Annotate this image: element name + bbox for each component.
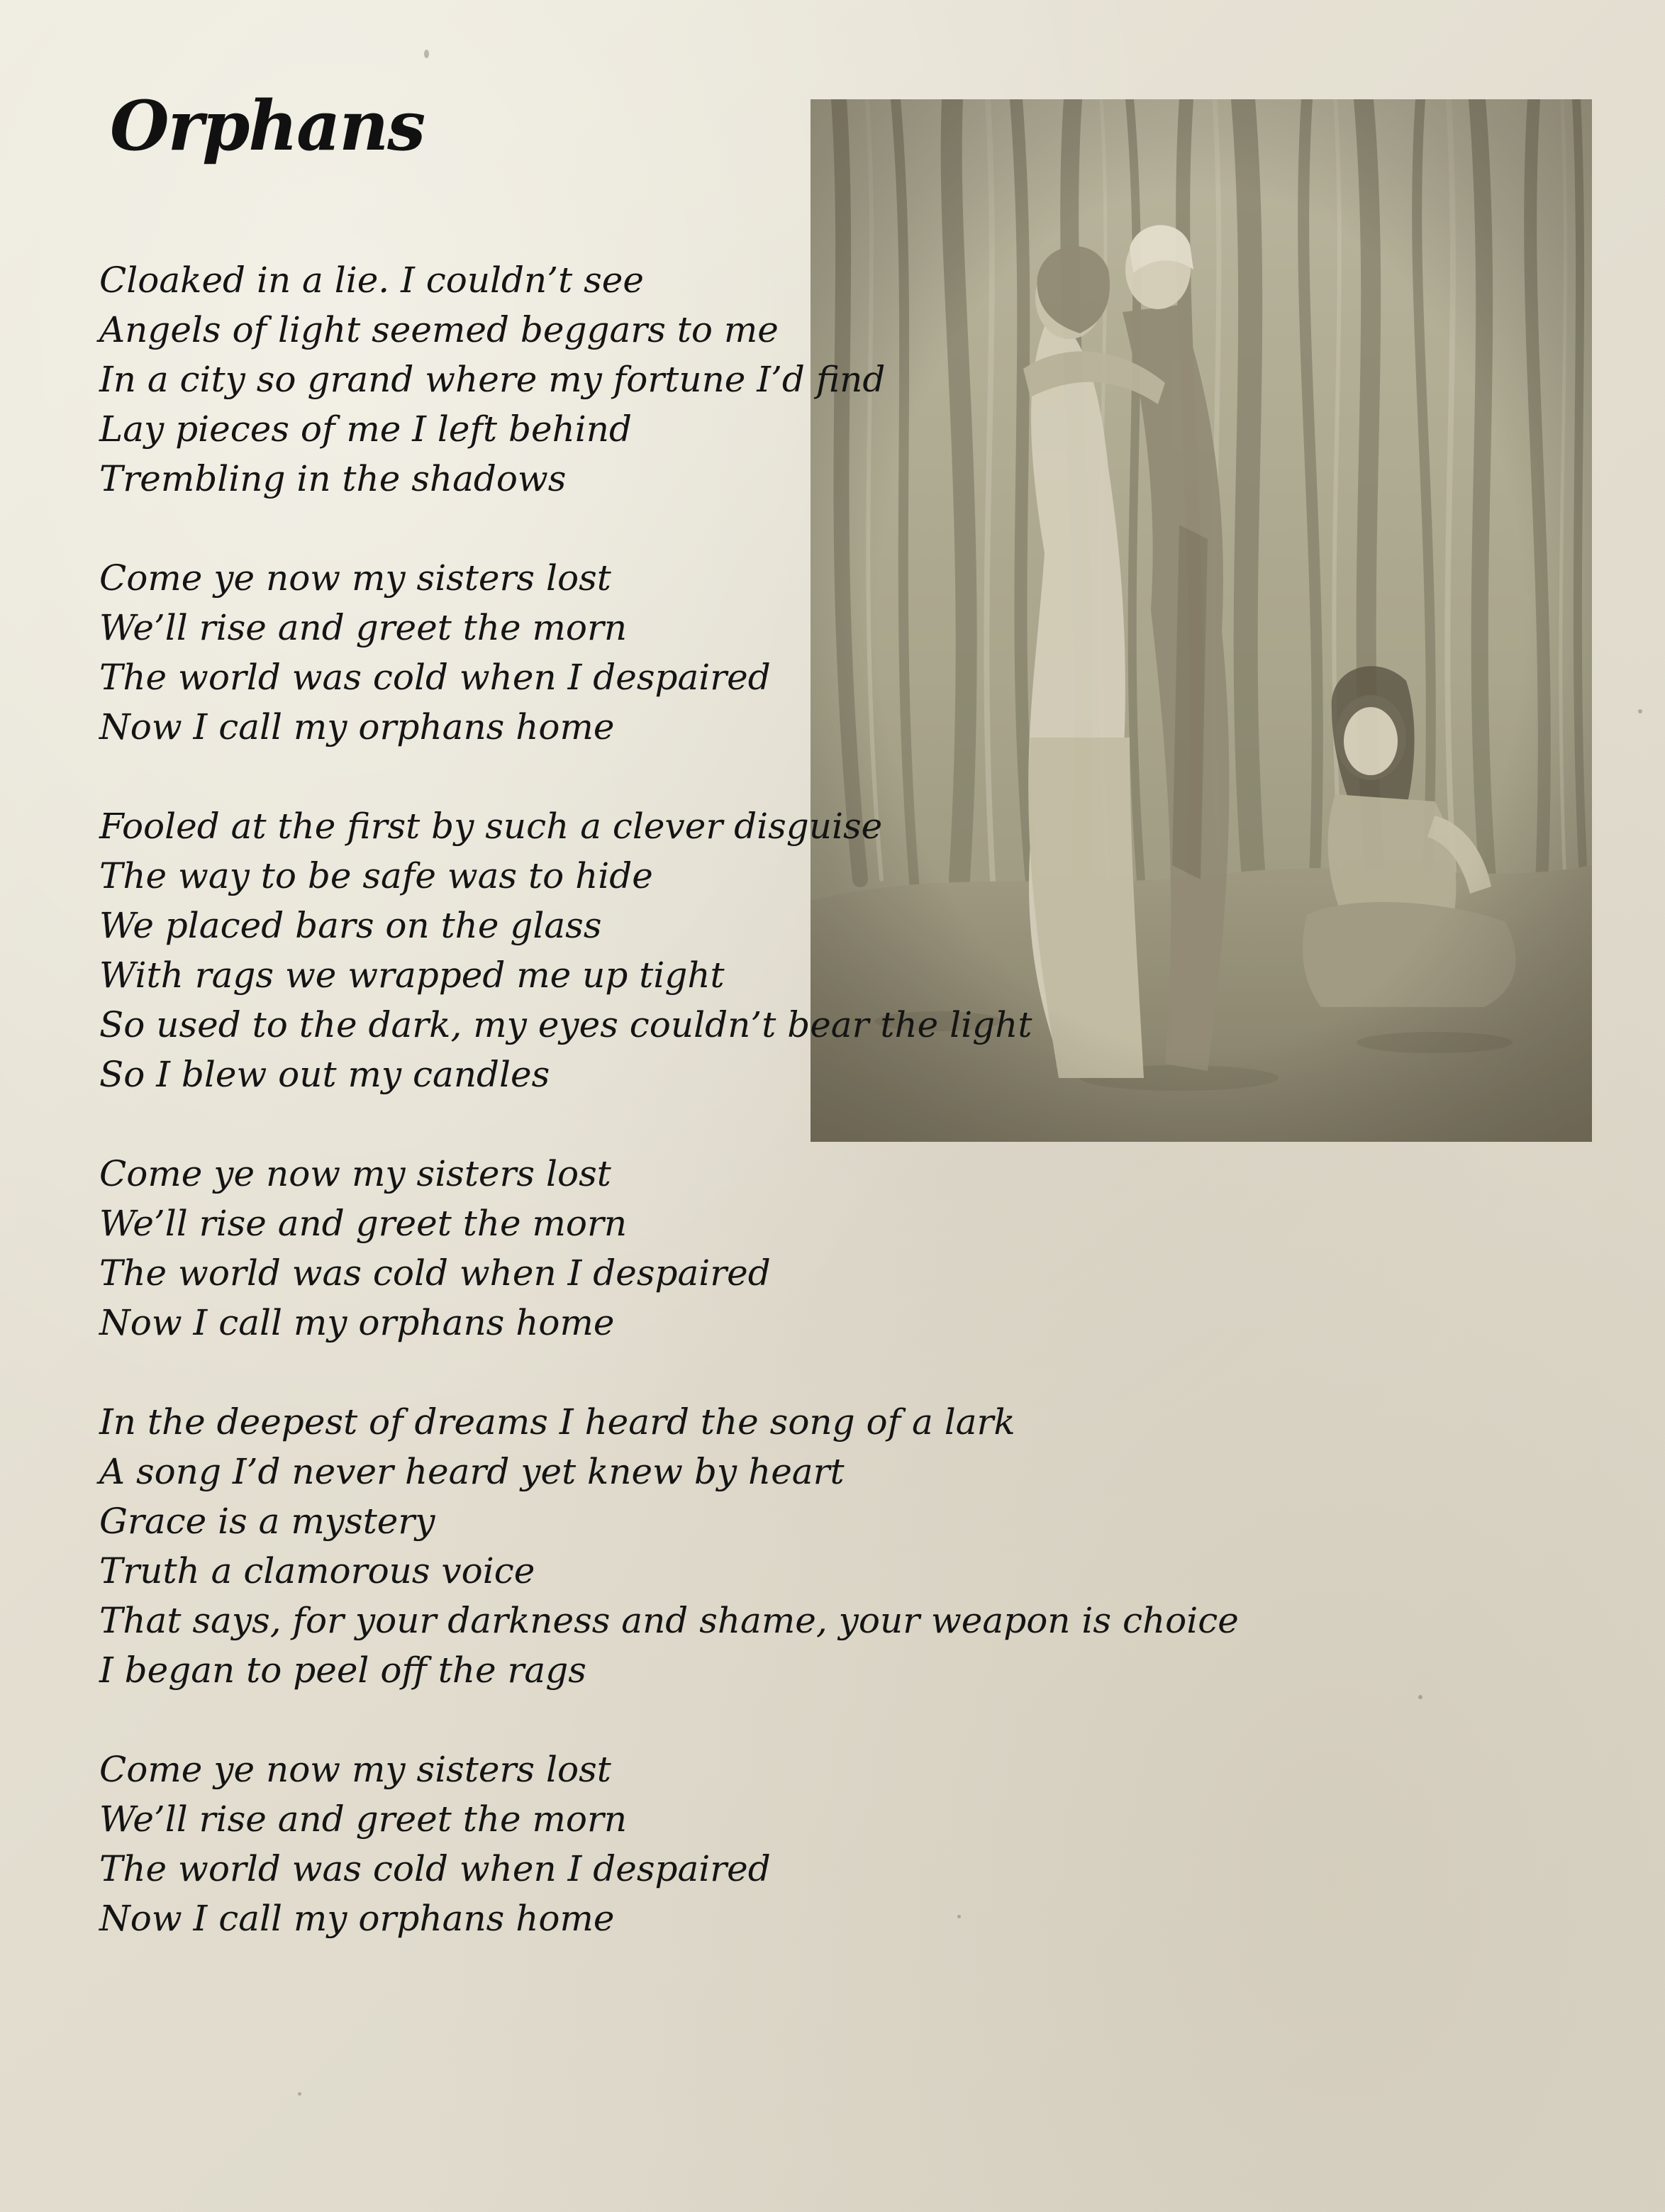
lyric-line: Come ye now my sisters lost [99,1153,611,1194]
chorus-3 [99,1745,1588,1943]
lyric-line: Angels of light seemed beggars to me [99,309,779,350]
lyric-line: Now I call my orphans home [99,706,615,747]
lyric-line: The way to be safe was to hide [99,855,653,896]
paper-speck [1638,709,1642,713]
song-title: Orphans [110,86,425,166]
lyric-line: A song I’d never heard yet knew by heart [99,1451,845,1492]
lyric-line: That says, for your darkness and shame, your weapon is choice [99,1600,1239,1641]
lyric-line: We’ll rise and greet the morn [99,1799,628,1840]
lyric-line: We placed bars on the glass [99,905,602,946]
lyric-line: So used to the dark, my eyes couldn’t bear the light [99,1004,1032,1045]
lyric-line: The world was cold when I despaired [99,657,771,698]
lyric-line: We’ll rise and greet the morn [99,607,628,648]
lyric-line: I began to peel off the rags [99,1650,586,1691]
lyric-line: With rags we wrapped me up tight [99,955,725,996]
paper-speck [424,50,429,58]
lyric-line: Now I call my orphans home [99,1898,615,1939]
chorus-2 [99,1149,1588,1347]
paper-speck [298,2092,301,2096]
lyric-line: We’ll rise and greet the morn [99,1203,628,1244]
verse-2 [99,801,1588,1099]
verse-1 [99,255,1588,504]
lyric-line: Cloaked in a lie. I couldn’t see [99,260,644,301]
lyric-line: So I blew out my candles [99,1054,550,1095]
lyric-line: Trembling in the shadows [99,458,567,499]
lyric-line: In a city so grand where my fortune I’d find [99,359,886,400]
lyric-line: The world was cold when I despaired [99,1848,771,1889]
lyric-line: The world was cold when I despaired [99,1252,771,1294]
lyric-line: Come ye now my sisters lost [99,1749,611,1790]
lyrics-body [99,255,1588,1993]
lyric-line: Fooled at the first by such a clever disguise [99,806,883,847]
lyric-line: Lay pieces of me I left behind [99,409,633,450]
lyric-line: Now I call my orphans home [99,1302,615,1343]
lyric-line: Grace is a mystery [99,1501,435,1542]
lyric-line: Truth a clamorous voice [99,1550,535,1591]
lyric-line: In the deepest of dreams I heard the song of a lark [99,1401,1015,1443]
verse-3 [99,1397,1588,1695]
lyric-line: Come ye now my sisters lost [99,557,611,599]
chorus-1 [99,553,1588,752]
